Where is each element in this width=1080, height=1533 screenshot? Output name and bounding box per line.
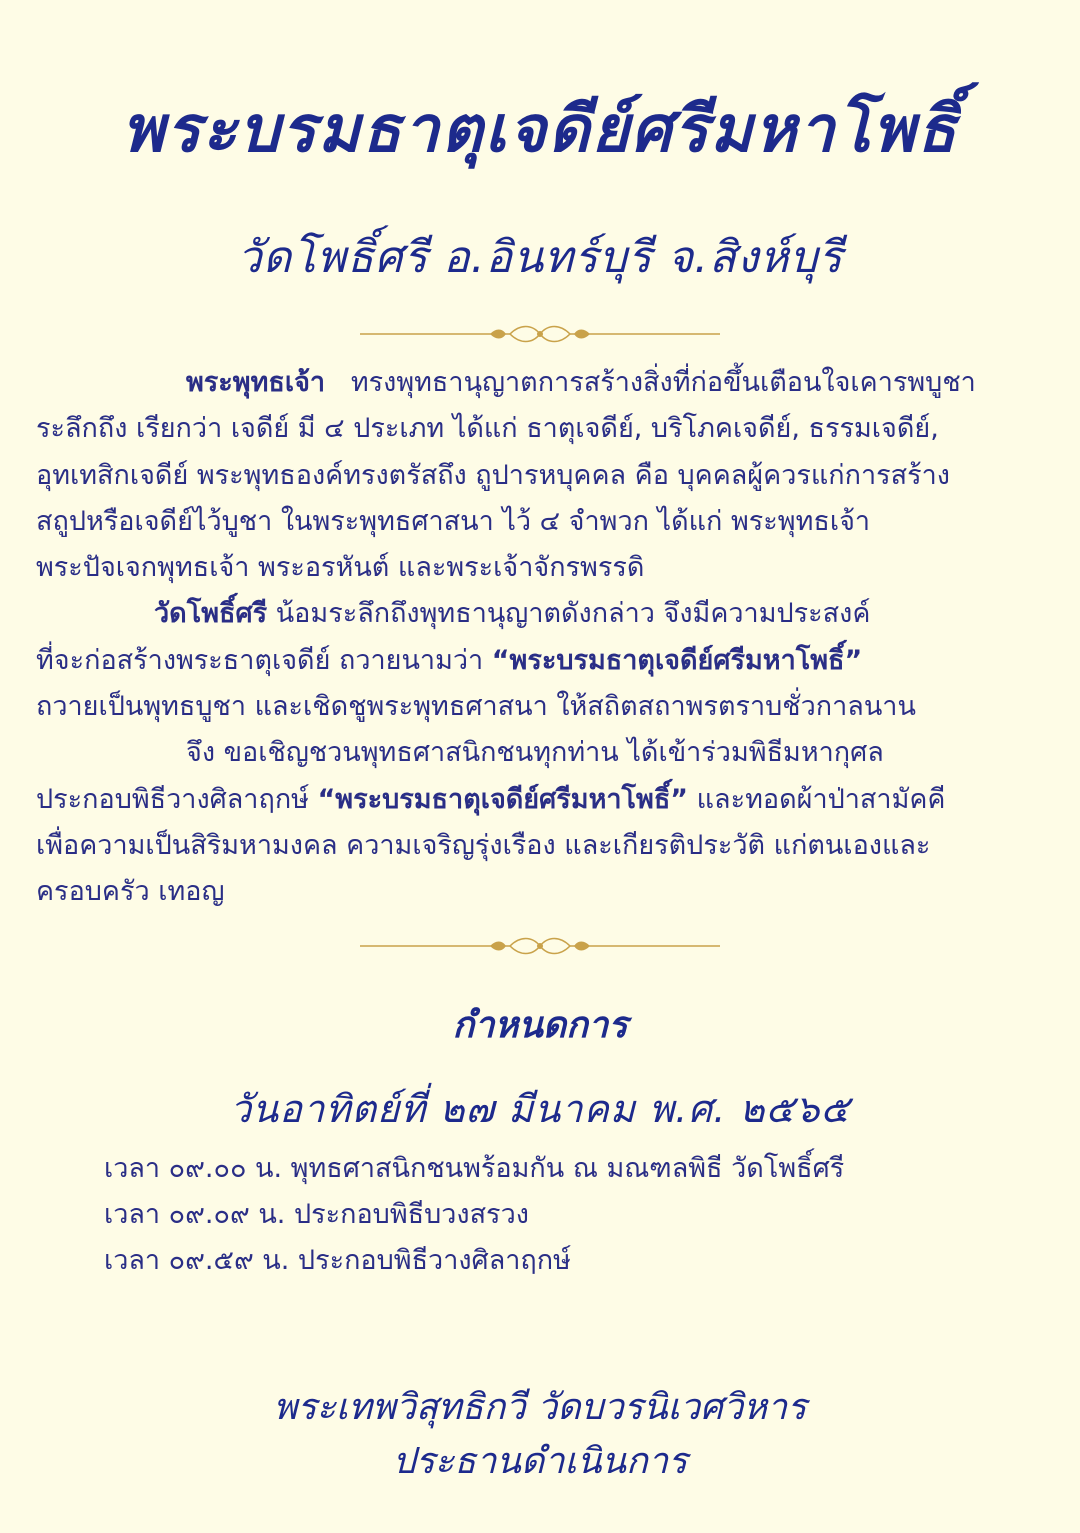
schedule-item: เวลา ๐๙.๐๐ น. พุทธศาสนิกชนพร้อมกัน ณ มณฑลพิธี วัดโพธิ์ศรี [104,1153,845,1184]
page-title: พระบรมธาตุเจดีย์ศรีมหาโพธิ์ [121,93,959,167]
paragraph-3-line-2-pre: ประกอบพิธีวางศิลาฤกษ์ [36,783,309,815]
paragraph-1-line-5: พระปัจเจกพุทธเจ้า พระอรหันต์ และพระเจ้าจักรพรรดิ [36,552,645,584]
paragraph-1-line-2: ระลึกถึง เรียกว่า เจดีย์ มี ๔ ประเภท ได้แก่ ธาตุเจดีย์, บริโภคเจดีย์, ธรรมเจดีย์, [36,413,939,445]
stupa-name-bold: “พระบรมธาตุเจดีย์ศรีมหาโพธิ์” [317,783,689,815]
paragraph-1-line-4: สถูปหรือเจดีย์ไว้บูชา ในพระพุทธศาสนา ไว้ ๔ จำพวก ได้แก่ พระพุทธเจ้า [36,505,871,537]
paragraph-2-text: น้อมระลึกถึงพุทธานุญาตดังกล่าว จึงมีความประสงค์ [275,598,871,630]
paragraph-2-line-1 [36,591,1048,637]
paragraph-1-lead: พระพุทธเจ้า [186,367,326,398]
schedule-item: เวลา ๐๙.๐๙ น. ประกอบพิธีบวงสรวง [104,1199,529,1230]
paragraph-2-line-2 [36,638,1048,684]
paragraph-1-line-1 [36,360,1048,406]
chairperson-name: พระเทพวิสุทธิกวี วัดบวรนิเวศวิหาร [273,1387,807,1428]
schedule-item: เวลา ๐๙.๕๙ น. ประกอบพิธีวางศิลาฤกษ์ [104,1245,571,1276]
page-subtitle: วัดโพธิ์ศรี อ.อินทร์บุรี จ.สิงห์บุรี [236,232,844,283]
paragraph-2-lead: วัดโพธิ์ศรี [154,598,268,630]
paragraph-3-line-4: ครอบครัว เทอญ [36,876,225,908]
paragraph-3-line-2-post: และทอดผ้าป่าสามัคคี [696,783,946,815]
paragraph-3-line-1: จึง ขอเชิญชวนพุทธศาสนิกชนทุกท่าน ได้เข้าร่วมพิธีมหากุศล [186,737,884,769]
body-text [36,360,1048,916]
ornament-divider-bottom [360,934,720,958]
paragraph-3-line-2 [36,777,1048,823]
paragraph-1-text: ทรงพุทธานุญาตการสร้างสิ่งที่ก่อขึ้นเตือนใจเคารพบูชา [350,367,976,398]
paragraph-3-line-3: เพื่อความเป็นสิริมหามงคล ความเจริญรุ่งเรือง และเกียรติประวัติ แก่ตนเองและ [36,829,931,861]
paragraph-2-line-2-text: ที่จะก่อสร้างพระธาตุเจดีย์ ถวายนามว่า [36,644,484,676]
chairperson-role: ประธานดำเนินการ [392,1441,688,1482]
ornament-divider-top [360,322,720,346]
paragraph-2-line-3: ถวายเป็นพุทธบูชา และเชิดชูพระพุทธศาสนา ให้สถิตสถาพรตราบชั่วกาลนาน [36,691,916,723]
paragraph-1-line-3: อุทเทสิกเจดีย์ พระพุทธองค์ทรงตรัสถึง ถูปารหบุคคล คือ บุคคลผู้ควรแก่การสร้าง [36,459,950,491]
schedule-title: กำหนดการ [452,1005,628,1046]
schedule-list [104,1146,844,1284]
temple-name-bold: “พระบรมธาตุเจดีย์ศรีมหาโพธิ์” [491,644,863,676]
schedule-date: วันอาทิตย์ที่ ๒๗ มีนาคม พ.ศ. ๒๕๖๕ [229,1087,851,1131]
